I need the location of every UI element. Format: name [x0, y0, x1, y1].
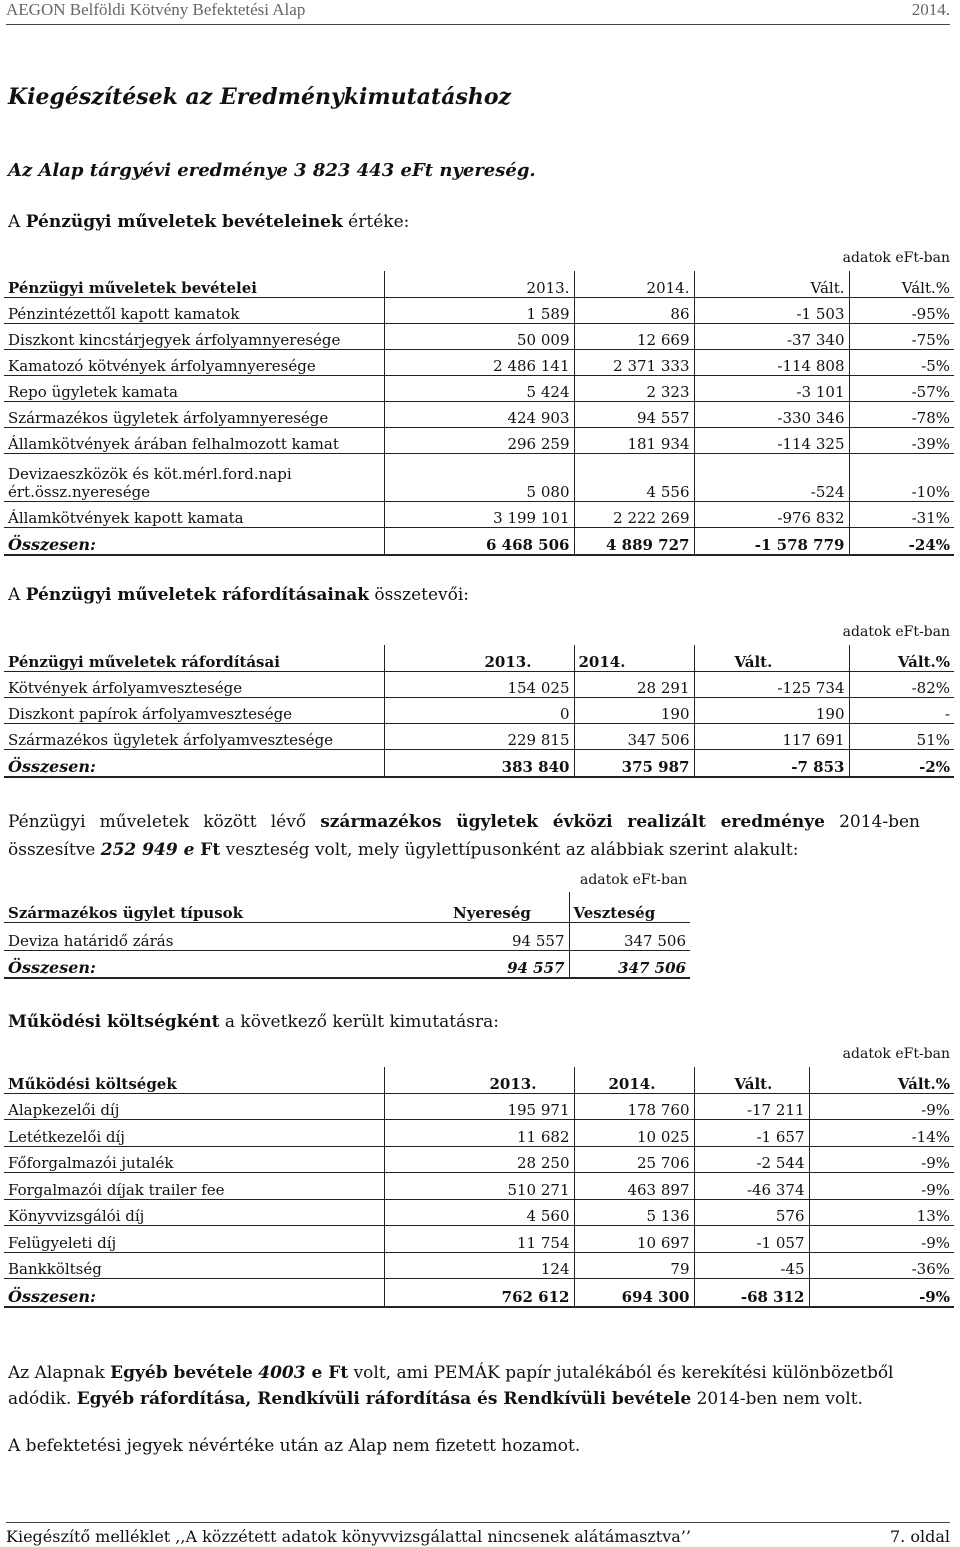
income-table [4, 271, 954, 556]
total-value: -7 853 [694, 749, 849, 777]
cell-value: -330 346 [694, 401, 849, 427]
section-heading: Kiegészítések az Eredménykimutatáshoz [8, 84, 511, 110]
col-header: 2013. [384, 271, 574, 297]
cell-value: -46 374 [694, 1173, 809, 1200]
cell-value: 5 080 [384, 453, 574, 501]
cell-value: -10% [849, 453, 954, 501]
col-header: Vált.% [849, 645, 954, 671]
row-label: Származékos ügyletek árfolyamnyeresége [4, 401, 384, 427]
total-row [4, 950, 690, 978]
cell-value: 0 [384, 697, 574, 723]
table-row [4, 453, 954, 501]
cell-value: 181 934 [574, 427, 694, 453]
col-header: 2014. [574, 271, 694, 297]
col-header: 2013. [384, 645, 574, 671]
row-label: Deviza határidő zárás [4, 922, 449, 950]
cell-value: -45 [694, 1252, 809, 1279]
col-header: Vált. [694, 645, 849, 671]
row-label: Devizaeszközök és köt.mérl.ford.napi ért.össz.nyeresége [4, 453, 384, 501]
cell-value: -36% [809, 1252, 954, 1279]
total-label: Összesen: [4, 1279, 384, 1307]
result-statement: Az Alap tárgyévi eredménye 3 823 443 eFt nyereség. [8, 160, 536, 181]
cell-value: 51% [849, 723, 954, 749]
col-header: Pénzügyi műveletek ráfordításai [4, 645, 384, 671]
table-row [4, 1199, 954, 1226]
cell-value: 229 815 [384, 723, 574, 749]
cell-value: 4 556 [574, 453, 694, 501]
income-intro: A Pénzügyi műveletek bevételeinek értéke: [8, 212, 410, 232]
cell-value: -37 340 [694, 323, 849, 349]
cell-value: -1 057 [694, 1226, 809, 1253]
row-label: Diszkont papírok árfolyamvesztesége [4, 697, 384, 723]
table-row [4, 1226, 954, 1253]
cell-value: 2 222 269 [574, 501, 694, 527]
col-header: 2014. [574, 1067, 694, 1093]
cell-value: -976 832 [694, 501, 849, 527]
cell-value: 25 706 [574, 1146, 694, 1173]
table-row [4, 671, 954, 697]
cell-value: 190 [574, 697, 694, 723]
cell-value: -3 101 [694, 375, 849, 401]
cell-value: -1 503 [694, 297, 849, 323]
cell-value: -39% [849, 427, 954, 453]
row-label: Főforgalmazói jutalék [4, 1146, 384, 1173]
cell-value: -57% [849, 375, 954, 401]
derivatives-table [4, 892, 690, 979]
cell-value: 190 [694, 697, 849, 723]
total-value: -68 312 [694, 1279, 809, 1307]
row-label: Bankköltség [4, 1252, 384, 1279]
row-label: Felügyeleti díj [4, 1226, 384, 1253]
opex-intro: Működési költségként a következő került kimutatásra: [8, 1012, 499, 1032]
col-header: Működési költségek [4, 1067, 384, 1093]
cell-value: 4 560 [384, 1199, 574, 1226]
unit-label-expense: adatok eFt-ban [842, 624, 950, 640]
row-label: Forgalmazói díjak trailer fee [4, 1173, 384, 1200]
table-row [4, 1146, 954, 1173]
cell-value: -125 734 [694, 671, 849, 697]
total-value: 347 506 [569, 950, 690, 978]
cell-value: 10 697 [574, 1226, 694, 1253]
cell-value: 347 506 [569, 922, 690, 950]
table-row [4, 922, 690, 950]
total-row [4, 527, 954, 555]
cell-value: -31% [849, 501, 954, 527]
table-row [4, 401, 954, 427]
cell-value: -9% [809, 1146, 954, 1173]
total-value: -2% [849, 749, 954, 777]
header-title: AEGON Belföldi Kötvény Befektetési Alap [6, 0, 306, 19]
total-value: 383 840 [384, 749, 574, 777]
total-value: -9% [809, 1279, 954, 1307]
cell-value: 5 136 [574, 1199, 694, 1226]
table-row [4, 1093, 954, 1120]
cell-value: 2 323 [574, 375, 694, 401]
row-label: Államkötvények kapott kamata [4, 501, 384, 527]
total-value: 6 468 506 [384, 527, 574, 555]
table-row [4, 297, 954, 323]
cell-value: 117 691 [694, 723, 849, 749]
cell-value: 79 [574, 1252, 694, 1279]
total-value: 762 612 [384, 1279, 574, 1307]
table-row [4, 723, 954, 749]
page-header [6, 0, 950, 25]
row-label: Diszkont kincstárjegyek árfolyamnyeresége [4, 323, 384, 349]
total-label: Összesen: [4, 527, 384, 555]
page-footer [6, 1522, 950, 1547]
derivatives-paragraph: Pénzügyi műveletek között lévő származékos ügyletek évközi realizált eredménye 2014-ben összesítve 252 949 e Ft veszteség volt, mely ügylettípusonként az alábbiak szerint alakult: [8, 812, 920, 860]
cell-value: - [849, 697, 954, 723]
cell-value: 50 009 [384, 323, 574, 349]
cell-value: -75% [849, 323, 954, 349]
col-header: Vált. [694, 1067, 809, 1093]
total-value: 375 987 [574, 749, 694, 777]
col-header: Vált.% [809, 1067, 954, 1093]
cell-value: 347 506 [574, 723, 694, 749]
cell-value: 154 025 [384, 671, 574, 697]
table-row [4, 349, 954, 375]
cell-value: 28 291 [574, 671, 694, 697]
total-value: 4 889 727 [574, 527, 694, 555]
col-header: Származékos ügylet típusok [4, 892, 449, 922]
yield-paragraph: A befektetési jegyek névértéke után az Alap nem fizetett hozamot. [8, 1436, 581, 1456]
total-row [4, 749, 954, 777]
cell-value: 28 250 [384, 1146, 574, 1173]
total-value: -24% [849, 527, 954, 555]
cell-value: 2 486 141 [384, 349, 574, 375]
cell-value: -114 808 [694, 349, 849, 375]
cell-value: 296 259 [384, 427, 574, 453]
row-label: Származékos ügyletek árfolyamvesztesége [4, 723, 384, 749]
col-header: Veszteség [569, 892, 690, 922]
col-header: 2014. [574, 645, 694, 671]
cell-value: 5 424 [384, 375, 574, 401]
cell-value: 424 903 [384, 401, 574, 427]
col-header: Vált.% [849, 271, 954, 297]
cell-value: 463 897 [574, 1173, 694, 1200]
row-label: Államkötvények árában felhalmozott kamat [4, 427, 384, 453]
table-row [4, 323, 954, 349]
cell-value: -114 325 [694, 427, 849, 453]
col-header: Nyereség [449, 892, 569, 922]
cell-value: -78% [849, 401, 954, 427]
footer-note: Kiegészítő melléklet ,,A közzétett adatok könyvvizsgálattal nincsenek alátámasztva’’ [6, 1527, 691, 1546]
cell-value: 1 589 [384, 297, 574, 323]
cell-value: 576 [694, 1199, 809, 1226]
table-row [4, 501, 954, 527]
table-row [4, 427, 954, 453]
row-label: Kötvények árfolyamvesztesége [4, 671, 384, 697]
total-label: Összesen: [4, 749, 384, 777]
cell-value: 178 760 [574, 1093, 694, 1120]
page-number: 7. oldal [890, 1527, 950, 1546]
cell-value: 12 669 [574, 323, 694, 349]
total-value: 94 557 [449, 950, 569, 978]
cell-value: 94 557 [449, 922, 569, 950]
total-value: 694 300 [574, 1279, 694, 1307]
cell-value: 11 754 [384, 1226, 574, 1253]
cell-value: 94 557 [574, 401, 694, 427]
col-header: Pénzügyi műveletek bevételei [4, 271, 384, 297]
cell-value: -524 [694, 453, 849, 501]
unit-label-opex: adatok eFt-ban [842, 1046, 950, 1062]
opex-table [4, 1067, 954, 1308]
col-header: 2013. [384, 1067, 574, 1093]
cell-value: 3 199 101 [384, 501, 574, 527]
cell-value: 195 971 [384, 1093, 574, 1120]
expense-intro: A Pénzügyi műveletek ráfordításainak összetevői: [8, 585, 470, 605]
cell-value: -9% [809, 1226, 954, 1253]
cell-value: -5% [849, 349, 954, 375]
cell-value: 11 682 [384, 1120, 574, 1147]
table-row [4, 1252, 954, 1279]
table-row [4, 1173, 954, 1200]
total-label: Összesen: [4, 950, 449, 978]
cell-value: 10 025 [574, 1120, 694, 1147]
cell-value: 124 [384, 1252, 574, 1279]
other-income-paragraph: Az Alapnak Egyéb bevétele 4003 e Ft volt, ami PEMÁK papír jutalékából és kerekítési különbözetből adódik. Egyéb ráfordítása, Rendkívüli ráfordítása és Rendkívüli bevétele 2014-ben nem volt. [8, 1363, 894, 1409]
unit-label-derivatives: adatok eFt-ban [580, 872, 688, 888]
table-row [4, 1120, 954, 1147]
row-label: Alapkezelői díj [4, 1093, 384, 1120]
row-label: Könyvvizsgálói díj [4, 1199, 384, 1226]
cell-value: -9% [809, 1173, 954, 1200]
cell-value: -95% [849, 297, 954, 323]
row-label: Kamatozó kötvények árfolyamnyeresége [4, 349, 384, 375]
total-row [4, 1279, 954, 1307]
table-row [4, 697, 954, 723]
col-header: Vált. [694, 271, 849, 297]
cell-value: -82% [849, 671, 954, 697]
cell-value: -9% [809, 1093, 954, 1120]
row-label: Letétkezelői díj [4, 1120, 384, 1147]
row-label: Pénzintézettől kapott kamatok [4, 297, 384, 323]
total-value: -1 578 779 [694, 527, 849, 555]
unit-label-income: adatok eFt-ban [842, 250, 950, 266]
cell-value: -17 211 [694, 1093, 809, 1120]
cell-value: -1 657 [694, 1120, 809, 1147]
header-year: 2014. [911, 0, 950, 19]
cell-value: 510 271 [384, 1173, 574, 1200]
cell-value: -2 544 [694, 1146, 809, 1173]
cell-value: 13% [809, 1199, 954, 1226]
cell-value: 86 [574, 297, 694, 323]
cell-value: -14% [809, 1120, 954, 1147]
table-row [4, 375, 954, 401]
expense-table [4, 645, 954, 778]
row-label: Repo ügyletek kamata [4, 375, 384, 401]
cell-value: 2 371 333 [574, 349, 694, 375]
